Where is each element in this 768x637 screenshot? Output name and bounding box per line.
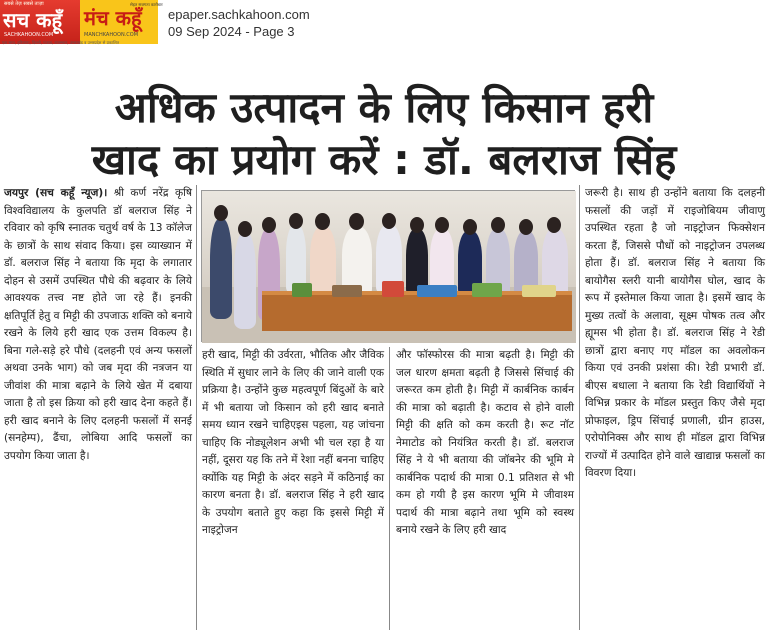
photo-model	[522, 285, 556, 297]
manch-kahoon-logo	[80, 0, 163, 44]
article-column-2	[202, 347, 384, 630]
article-column-4	[585, 185, 765, 630]
edition-meta	[168, 6, 310, 40]
logo1-tagline: सबसे तेज़ सबसे ताज़ा	[4, 1, 44, 7]
photo-model	[382, 281, 404, 297]
logo1-url: SACHKAHOON.COM	[4, 32, 54, 38]
photo-person-head	[435, 217, 449, 233]
photo-person-head	[214, 205, 228, 221]
headline-line-1: अधिक उत्पादन के लिए किसान हरी	[114, 83, 654, 132]
photo-person-head	[463, 219, 477, 235]
newspaper-logo[interactable]	[0, 0, 163, 45]
photo-person-head	[349, 213, 364, 230]
edition-tagline: एक साथ, हरियाणा, दिल्ली, पंजाब, राजस्थान, उत्तराखंड व उत्तरप्रदेश से प्रकाशित	[2, 40, 120, 45]
photo-person-head	[547, 217, 561, 233]
photo-person-head	[410, 217, 424, 233]
date-page: 09 Sep 2024 - Page 3	[168, 24, 295, 39]
photo-person-head	[238, 221, 252, 237]
photo-person-head	[382, 213, 396, 229]
column-divider	[196, 185, 197, 630]
article-column-3	[396, 347, 574, 630]
photo-display-table	[262, 291, 572, 331]
photo-person	[234, 233, 256, 329]
photo-model	[472, 283, 502, 297]
photo-person-head	[491, 217, 505, 233]
column-3-text: और फॉस्फोरस की मात्रा बढ़ती है। मिट्टी की जल धारण क्षमता बढ़ती है जिससे सिंचाई की जरूरत कम होती है। मिट्टी में कार्बनिक कार्बन की मात्रा को बढ़ाती है। कटाव से होने वाली मिट्टी की क्षति को कम करती है। रूट नॉट नेमाटोड को नियंत्रित करती है। डॉ. बलराज सिंह ने ये भी बताया की जॉबनेर की भूमि मे कार्बनिक पदार्थ की मात्रा 0.1 प्रतिशत से भी कम हो गयी है इस कारण भूमि मे जीवाश्म पदार्थ की मात्रा बढ़ाने तथा भूमि को स्वस्थ बनाये रखने के लिए हरी खाद	[396, 349, 574, 536]
column-1-text: श्री कर्ण नरेंद्र कृषि विश्वविद्यालय के कुलपति डॉ बलराज सिंह ने रविवार को कृषि स्नातक चतुर्थ वर्ष के 13 कॉलेज के छात्रों के साथ संवाद किया। इस व्याख्यान में डॉ. बलराज सिंह ने बताया कि मृदा के लगातार दोहन से उसमें उपस्थित पौधे की बढ़वार के लिये आवश्यक तत्त्व नष्ट होते जा रहे हैं। इनकी क्षतिपूर्ति हेतु व मिट्टी की उपजाऊ शक्ति को बनाये रखने के लिये हरी खाद एक उत्तम विकल्प है। बिना गले-सड़े हरे पौधे (दलहनी एवं अन्य फसलों अथवा उनके भाग) को जब मृदा की नत्रजन या जीवांश की मात्रा बढ़ाने के लिये खेत में दबाया जाता है तो इस क्रिया को हरी खाद देना कहते हैं। हरी खाद बनाने के लिए दलहनी फसलों में सनई (सनहेम्प), ढैंचा, लोबिया आदि फसलों का उपयोग किया जाता है।	[4, 187, 192, 462]
photo-model	[417, 285, 457, 297]
masthead	[0, 0, 768, 44]
photo-person-head	[262, 217, 276, 233]
photo-person-head	[289, 213, 303, 229]
photo-person-head	[315, 213, 330, 230]
column-divider	[389, 347, 390, 630]
photo-model	[332, 285, 362, 297]
logo2-url: MANCHKAHOON.COM	[84, 32, 139, 38]
column-4-text: जरूरी है। साथ ही उन्होंने बताया कि दलहनी फसलों की जड़ों में राइजोबियम जीवाणु उपस्थित रहता है जो नाइट्रोजन फिक्सेशन करता हैं, जिससे पौधों को नाइट्रोजन उपलब्ध होता हैं। डॉ. बलराज सिंह ने बताया कि बायोगैस स्लरी यानी बायोगैस घोल, खाद के रूप में इस्तेमाल किया जाता है। इसमें खाद के मुख्य तत्वों के अलावा, सूक्ष्म पोषक तत्व और ह्यूमस भी होता है। डॉ. बलराज सिंह ने रेडी छात्रों द्वारा बनाए गए मॉडल का अवलोकन किया एवं उनकी प्रशंसा की। रेडी प्रभारी डॉ. बीएस बधाला ने बताया कि रेडी विद्यार्थियों ने विभिन्न प्रकार के मॉडल प्रस्तुत किए जैसे मृदा प्रोफाइल, ड्रिप सिंचाई प्रणाली, ग्रीन हाउस, एरोपोनिक्स और साथ ही मॉडल द्वारा विभिन्न राज्यों में उत्पादित होने वाले खाद्यान्न फसलों का विवरण दिया।	[585, 187, 765, 479]
photo-model	[292, 283, 312, 297]
sach-kahoon-logo	[0, 0, 80, 44]
photo-person	[210, 219, 232, 319]
photo-person-head	[519, 219, 533, 235]
logo2-name: मंच कहूँ	[84, 6, 142, 30]
logo2-tagline: सेहत सजगता कारोबार	[130, 2, 163, 7]
headline-line-2: खाद का प्रयोग करें : डॉ. बलराज सिंह	[91, 135, 677, 184]
dateline: जयपुर (सच कहूँ न्यूज)।	[4, 187, 108, 199]
article-column-1	[4, 185, 192, 630]
site-url[interactable]: epaper.sachkahoon.com	[168, 7, 310, 22]
article-photo[interactable]	[201, 190, 575, 342]
column-divider	[579, 185, 580, 630]
article-headline	[0, 82, 768, 186]
column-2-text: हरी खाद, मिट्टी की उर्वरता, भौतिक और जैविक स्थिति में सुधार लाने के लिए की जाने वाली एक प्रक्रिया है। उन्होंने कुछ महत्वपूर्ण बिंदुओं के बारे में भी बताया जो किसान को हरी खाद बनाते समय ध्यान रखने चाहिएइस पहला, यह जांचना चाहिए कि नोड्यूलेशन अभी भी चल रहा है या नहीं, दूसरा यह कि तने में रेशा नहीं बनना चाहिए क्योंकि यह मिट्टी के अंदर सड़ने में कठिनाई का कारण बनता है। डॉ. बलराज सिंह ने हरी खाद के उपयोग बताते हुए कहा कि इससे मिट्टी में नाइट्रोजन	[202, 349, 384, 536]
logo1-name: सच कहूँ	[3, 8, 63, 32]
